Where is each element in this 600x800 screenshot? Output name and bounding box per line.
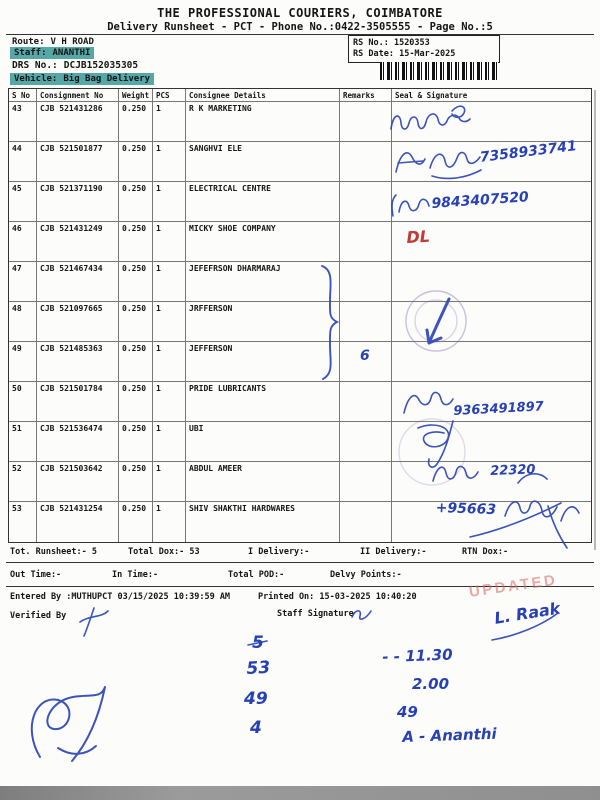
cell-consignee: JRFFERSON [186,302,340,342]
table-row [9,262,591,302]
cell-remarks [340,502,392,542]
total-runsheet-label: Tot. Runsheet:- [10,547,87,557]
cell-sno: 51 [9,422,37,462]
delvy-points-label: Delvy Points:- [330,570,402,580]
col-header-remarks: Remarks [340,89,392,102]
handwritten-signature-name: L. Raak [493,598,562,628]
vehicle-value: Big Bag Delivery [63,74,151,84]
verified-by-label: Verified By [10,611,67,621]
cell-consignee: JEFEFRSON DHARMARAJ [186,262,340,302]
total-runsheet [10,547,97,557]
col-header-pcs: PCS [153,89,186,102]
col-header-signature: Seal & Signature [392,89,591,102]
table-row [9,422,591,462]
handwritten-dl-mark: DL [406,226,431,247]
cell-pcs: 1 [153,462,186,502]
cell-pcs: 1 [153,502,186,542]
updated-stamp: UPDATED [468,571,559,601]
cell-weight: 0.250 [119,502,153,542]
in-time-label: In Time:- [112,570,159,580]
cell-sno: 46 [9,222,37,262]
cell-remarks [340,142,392,182]
vehicle-label: Vehicle: [14,74,58,84]
staff-line [10,47,94,59]
cell-sno: 45 [9,182,37,222]
cell-pcs: 1 [153,222,186,262]
cell-consignment: CJB 521501784 [37,382,119,422]
staff-value: ANANTHI [52,48,91,58]
col-header-sno: S No [9,89,37,102]
header-divider [6,34,594,35]
total-dox-value: 53 [189,547,200,557]
cell-consignee: PRIDE LUBRICANTS [186,382,340,422]
cell-remarks [340,182,392,222]
total-dox-label: Total Dox:- [128,547,185,557]
col-header-consignee: Consignee Details [186,89,340,102]
total-runsheet-value: 5 [91,547,98,557]
handwritten-tally-1: 5 [252,633,264,653]
entered-by-line: Entered By :MUTHUPCT 03/15/2025 10:39:59 AM [10,592,231,602]
cell-pcs: 1 [153,342,186,382]
page-subtitle: Delivery Runsheet - PCT - Phone No.:0422-3505555 - Page No.:5 [107,21,493,33]
printed-on-line: Printed On: 15-03-2025 10:40:20 [258,592,417,602]
route-line [12,37,94,47]
cell-weight: 0.250 [119,102,153,142]
cell-remarks [340,382,392,422]
cell-pcs: 1 [153,102,186,142]
cell-sno: 49 [9,342,37,382]
handwritten-note-row53: +95663 [435,500,497,519]
handwritten-phone-row45: 9843407520 [431,189,530,212]
table-row [9,502,591,542]
cell-remarks [340,302,392,342]
bottom-left-signature [32,687,105,761]
cell-weight: 0.250 [119,342,153,382]
table-row [9,102,591,142]
cell-sno: 50 [9,382,37,422]
cell-consignee: SHIV SHAKTHI HARDWARES [186,502,340,542]
rs-no-line [353,38,495,49]
handwritten-phone-row44: 7358933741 [479,138,578,166]
cell-signature [392,422,591,462]
rs-date-label: RS Date: [353,49,394,59]
cell-pcs: 1 [153,302,186,342]
rs-date-line [353,49,495,60]
table-row [9,222,591,262]
cell-pcs: 1 [153,422,186,462]
cell-pcs: 1 [153,262,186,302]
cell-remarks [340,102,392,142]
cell-consignee: UBI [186,422,340,462]
rs-date-value: 15-Mar-2025 [399,49,456,59]
table-row [9,302,591,342]
drs-value: DCJB152035305 [63,60,139,71]
handwritten-phone-row50: 9363491897 [453,399,545,419]
cell-consignee: SANGHVI ELE [186,142,340,182]
handwritten-note-time1: - - 11.30 [382,645,453,666]
verified-by-signature [80,608,108,636]
cell-sno: 53 [9,502,37,542]
i-delivery-label: I Delivery:- [248,547,310,557]
cell-signature [392,302,591,342]
cell-consignment: CJB 521536474 [37,422,119,462]
col-header-consignment: Consignment No [37,89,119,102]
cell-pcs: 1 [153,182,186,222]
cell-weight: 0.250 [119,142,153,182]
scan-edge-right [594,90,596,550]
cell-sno: 44 [9,142,37,182]
drs-line [12,60,138,71]
handwritten-remark-6: 6 [360,348,370,364]
rs-info-box [348,35,500,63]
cell-remarks [340,262,392,302]
cell-consignee: ELECTRICAL CENTRE [186,182,340,222]
cell-sno: 48 [9,302,37,342]
cell-consignment: CJB 521467434 [37,262,119,302]
rtn-dox-label: RTN Dox:- [462,547,509,557]
cell-consignee: R K MARKETING [186,102,340,142]
cell-consignment: CJB 521431286 [37,102,119,142]
out-time-label: Out Time:- [10,570,62,580]
rs-no-label: RS No.: [353,38,389,48]
total-pod-label: Total POD:- [228,570,285,580]
cell-consignment: CJB 521097665 [37,302,119,342]
rs-no-value: 1520353 [393,38,430,48]
cell-weight: 0.250 [119,182,153,222]
cell-sno: 43 [9,102,37,142]
cell-weight: 0.250 [119,382,153,422]
cell-consignee: ABDUL AMEER [186,462,340,502]
col-header-weight: Weight [119,89,153,102]
staff-label: Staff: [14,48,47,58]
cell-sno: 52 [9,462,37,502]
staff-signature-label: Staff Signature [277,609,354,619]
cell-remarks [340,422,392,462]
cell-consignment: CJB 521431249 [37,222,119,262]
company-title: THE PROFESSIONAL COURIERS, COIMBATORE [157,6,443,20]
cell-signature [392,102,591,142]
cell-consignment: CJB 521503642 [37,462,119,502]
handwritten-note-count: 49 [397,703,418,721]
cell-consignment: CJB 521501877 [37,142,119,182]
cell-pcs: 1 [153,382,186,422]
cell-weight: 0.250 [119,262,153,302]
handwritten-tally-3: 49 [244,689,268,709]
handwritten-tally-2: 53 [246,657,271,679]
table-header-row [9,89,591,102]
handwritten-note-row52: 22320 [490,462,536,479]
handwritten-staff-name: A - Ananthi [402,724,497,746]
cell-consignment: CJB 521431254 [37,502,119,542]
handwritten-note-time2: 2.00 [412,675,450,693]
cell-sno: 47 [9,262,37,302]
cell-signature [392,342,591,382]
cell-signature [392,262,591,302]
drs-barcode [380,62,498,80]
scan-edge-bottom [0,786,600,800]
table-row [9,342,591,382]
footer-divider-1 [6,562,594,563]
cell-pcs: 1 [153,142,186,182]
cell-weight: 0.250 [119,302,153,342]
route-value: V H ROAD [50,37,94,47]
cell-weight: 0.250 [119,422,153,462]
vehicle-line [10,73,154,85]
route-label: Route: [12,37,45,47]
cell-weight: 0.250 [119,222,153,262]
cell-remarks [340,222,392,262]
cell-remarks [340,462,392,502]
cell-consignee: MICKY SHOE COMPANY [186,222,340,262]
ii-delivery-label: II Delivery:- [360,547,427,557]
drs-label: DRS No.: [12,60,58,71]
cell-consignee: JEFFERSON [186,342,340,382]
handwritten-tally-4: 4 [250,718,262,738]
cell-consignment: CJB 521371190 [37,182,119,222]
total-dox [128,547,200,557]
cell-consignment: CJB 521485363 [37,342,119,382]
cell-weight: 0.250 [119,462,153,502]
staff-signature-mark [352,611,371,619]
